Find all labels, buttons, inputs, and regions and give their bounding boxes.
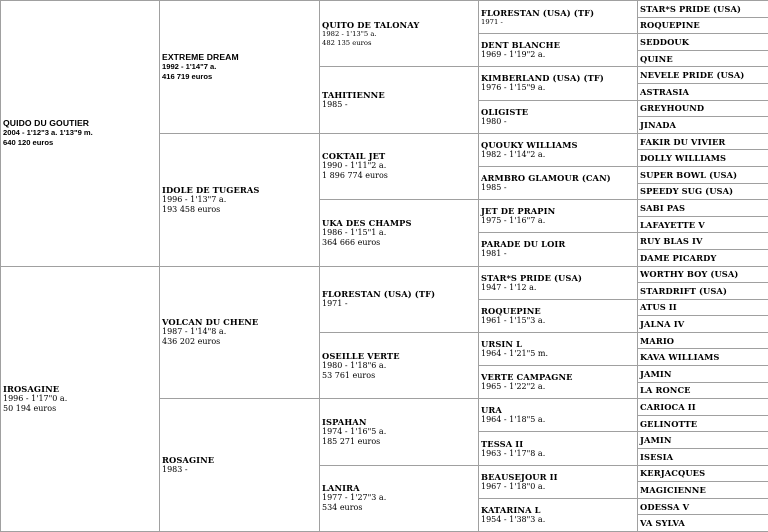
gen4-name[interactable]: STAR*S PRIDE (USA) xyxy=(481,272,583,283)
gen5-name[interactable]: ROQUEPINE xyxy=(640,20,700,31)
gen4-name[interactable]: PARADE DU LOIR xyxy=(481,239,566,250)
horse-info-line: 640 120 euros xyxy=(3,138,54,148)
gen4-info: 1981 - xyxy=(481,249,507,259)
gen5-cell[interactable] xyxy=(638,200,768,217)
gen5-cell[interactable] xyxy=(638,465,768,482)
gen5-cell[interactable] xyxy=(638,17,768,34)
gen5-cell[interactable] xyxy=(638,382,768,399)
gen4-cell xyxy=(479,399,638,432)
gen4-name[interactable]: BEAUSEJOUR II xyxy=(481,471,558,482)
gen3-cell xyxy=(320,67,479,133)
gen3-info: 364 666 euros xyxy=(322,237,381,247)
gen4-info: 1961 - 1'15"3 a. xyxy=(481,315,546,325)
gen4-cell xyxy=(479,233,638,266)
gen5-name[interactable]: DAME PICARDY xyxy=(640,252,717,263)
gen4-cell xyxy=(479,465,638,498)
gen4-info: 1954 - 1'38"3 a. xyxy=(481,514,546,524)
gen3-cell xyxy=(320,200,479,266)
gen3-name[interactable]: LANIRA xyxy=(322,483,360,494)
gen5-name[interactable]: RUY BLAS IV xyxy=(640,236,703,247)
gen2-cell xyxy=(160,266,320,399)
gen4-cell xyxy=(479,266,638,299)
gen4-cell xyxy=(479,1,638,34)
gen5-name[interactable]: SABI PAS xyxy=(640,202,686,213)
gen3-info: 1 896 774 euros xyxy=(322,171,388,181)
gen5-cell[interactable] xyxy=(638,399,768,416)
gen4-name[interactable]: VERTE CAMPAGNE xyxy=(481,372,573,383)
gen4-name[interactable]: TESSA II xyxy=(481,438,524,449)
gen4-name[interactable]: URSIN L xyxy=(481,338,523,349)
dam-name[interactable]: IROSAGINE xyxy=(3,383,60,394)
gen5-cell[interactable] xyxy=(638,150,768,167)
dam-info-line: 50 194 euros xyxy=(3,403,57,413)
gen5-name[interactable]: ATUS II xyxy=(640,302,677,313)
gen3-info: 534 euros xyxy=(322,503,363,513)
gen5-cell[interactable] xyxy=(638,366,768,383)
gen4-name[interactable]: ARMBRO GLAMOUR (CAN) xyxy=(481,173,611,184)
gen4-name[interactable]: OLIGISTE xyxy=(481,106,529,117)
gen4-name[interactable]: DENT BLANCHE xyxy=(481,40,560,51)
gen4-cell xyxy=(479,498,638,531)
gen5-cell[interactable] xyxy=(638,34,768,51)
gen4-info: 1965 - 1'22"2 a. xyxy=(481,382,546,392)
gen4-info: 1975 - 1'16"7 a. xyxy=(481,216,546,226)
gen5-cell[interactable] xyxy=(638,332,768,349)
gen4-info: 1947 - 1'12 a. xyxy=(481,282,537,292)
gen5-name[interactable]: KERJACQUES xyxy=(640,468,706,479)
gen4-name[interactable]: KIMBERLAND (USA) (TF) xyxy=(481,73,604,84)
gen5-cell[interactable] xyxy=(638,498,768,515)
gen2-info: 1983 - xyxy=(162,465,188,475)
gen5-cell[interactable] xyxy=(638,183,768,200)
gen3-info: 1980 - 1'18"6 a. xyxy=(322,360,387,370)
gen5-cell[interactable] xyxy=(638,299,768,316)
gen5-cell[interactable] xyxy=(638,50,768,67)
gen5-cell[interactable] xyxy=(638,432,768,449)
gen2-name[interactable]: IDOLE DE TUGERAS xyxy=(162,184,260,195)
gen3-name[interactable]: QUITO DE TALONAY xyxy=(322,20,420,31)
gen5-cell[interactable] xyxy=(638,1,768,18)
gen5-name[interactable]: NEVELE PRIDE (USA) xyxy=(640,70,745,81)
gen4-info: 1980 - xyxy=(481,116,507,126)
gen5-name[interactable]: STAR*S PRIDE (USA) xyxy=(640,3,742,14)
gen2-info: 1987 - 1'14"8 a. xyxy=(162,327,227,337)
gen4-cell xyxy=(479,166,638,199)
gen3-info: 1971 - xyxy=(322,299,348,309)
gen3-cell xyxy=(320,266,479,332)
gen5-cell[interactable] xyxy=(638,449,768,466)
gen5-name[interactable]: ODESSA V xyxy=(640,501,690,512)
gen4-cell xyxy=(479,200,638,233)
gen2-name[interactable]: EXTREME DREAM xyxy=(162,51,239,62)
gen4-name[interactable]: JET DE PRAPIN xyxy=(481,206,556,217)
gen5-cell[interactable] xyxy=(638,266,768,283)
gen5-name[interactable]: GREYHOUND xyxy=(640,103,705,114)
gen2-info: 416 719 euros xyxy=(162,71,213,81)
gen2-info: 1996 - 1'13"7 a. xyxy=(162,194,227,204)
gen4-cell xyxy=(479,133,638,166)
gen5-name[interactable]: FAKIR DU VIVIER xyxy=(640,136,726,147)
gen5-name[interactable]: CARIOCA II xyxy=(640,402,696,413)
gen3-cell xyxy=(320,1,479,67)
gen4-cell xyxy=(479,432,638,465)
gen2-info: 436 202 euros xyxy=(162,337,221,347)
gen4-name[interactable]: FLORESTAN (USA) (TF) xyxy=(481,7,595,18)
gen3-cell xyxy=(320,133,479,199)
gen4-info: 1967 - 1'18"0 a. xyxy=(481,481,546,491)
gen3-name[interactable]: COKTAIL JET xyxy=(322,151,386,162)
gen5-cell[interactable] xyxy=(638,100,768,117)
gen5-cell[interactable] xyxy=(638,216,768,233)
gen5-name[interactable]: VA SYLVA xyxy=(640,518,685,529)
gen4-info: 1982 - 1'14"2 a. xyxy=(481,149,546,159)
gen4-info: 1963 - 1'17"8 a. xyxy=(481,448,546,458)
gen3-name[interactable]: TAHITIENNE xyxy=(322,90,385,101)
gen3-info: 1977 - 1'27"3 a. xyxy=(322,493,387,503)
gen3-name[interactable]: UKA DES CHAMPS xyxy=(322,217,412,228)
gen4-cell xyxy=(479,100,638,133)
gen5-name[interactable]: LAFAYETTE V xyxy=(640,219,705,230)
gen5-cell[interactable] xyxy=(638,133,768,150)
gen3-info: 1985 - xyxy=(322,100,348,110)
gen5-name[interactable]: SEDDOUK xyxy=(640,36,690,47)
gen3-info: 1974 - 1'16"5 a. xyxy=(322,426,387,436)
gen5-cell[interactable] xyxy=(638,67,768,84)
gen4-name[interactable]: URA xyxy=(481,405,502,416)
gen5-cell[interactable] xyxy=(638,482,768,499)
gen2-cell xyxy=(160,399,320,532)
horse-name[interactable]: QUIDO DU GOUTIER xyxy=(3,118,90,129)
gen3-name[interactable]: FLORESTAN (USA) (TF) xyxy=(322,289,436,300)
gen5-cell[interactable] xyxy=(638,233,768,250)
gen5-cell[interactable] xyxy=(638,316,768,333)
gen3-info: 1982 - 1'13"5 a. xyxy=(322,30,377,39)
gen3-info: 185 271 euros xyxy=(322,436,381,446)
gen5-cell[interactable] xyxy=(638,117,768,134)
gen5-name[interactable]: STARDRIFT (USA) xyxy=(640,285,727,296)
gen4-info: 1971 - xyxy=(481,17,503,26)
gen4-name[interactable]: KATARINA L xyxy=(481,504,541,515)
gen4-info: 1964 - 1'18"5 a. xyxy=(481,415,546,425)
gen4-info: 1976 - 1'15"9 a. xyxy=(481,83,546,93)
gen5-name[interactable]: ISESIA xyxy=(640,451,674,462)
gen3-cell xyxy=(320,332,479,398)
gen3-info: 1986 - 1'15"1 a. xyxy=(322,227,387,237)
gen2-cell xyxy=(160,133,320,266)
dam-cell xyxy=(1,266,160,532)
gen5-cell[interactable] xyxy=(638,515,768,532)
gen2-cell xyxy=(160,1,320,134)
horse-info-line: 2004 - 1'12"3 a. 1'13"9 m. xyxy=(3,128,93,138)
gen5-name[interactable]: KAVA WILLIAMS xyxy=(640,352,720,363)
gen5-name[interactable]: MARIO xyxy=(640,335,675,346)
gen5-name[interactable]: DOLLY WILLIAMS xyxy=(640,153,727,164)
gen5-name[interactable]: ASTRASIA xyxy=(640,86,690,97)
horse-cell xyxy=(1,1,160,267)
gen2-name[interactable]: VOLCAN DU CHENE xyxy=(162,317,259,328)
gen5-cell[interactable] xyxy=(638,415,768,432)
gen4-info: 1969 - 1'19"2 a. xyxy=(481,50,546,60)
dam-info-line: 1996 - 1'17"0 a. xyxy=(3,393,68,403)
gen5-cell[interactable] xyxy=(638,283,768,300)
gen3-cell xyxy=(320,465,479,531)
gen4-name[interactable]: QUOUKY WILLIAMS xyxy=(481,139,578,150)
gen3-name[interactable]: ISPAHAN xyxy=(322,416,367,427)
gen5-name[interactable]: JAMIN xyxy=(640,435,672,446)
gen5-name[interactable]: GELINOTTE xyxy=(640,418,698,429)
gen3-info: 482 135 euros xyxy=(322,38,372,47)
gen2-name[interactable]: ROSAGINE xyxy=(162,455,215,466)
gen5-name[interactable]: LA RONCE xyxy=(640,385,691,396)
gen5-name[interactable]: JALNA IV xyxy=(640,319,685,330)
gen4-cell xyxy=(479,34,638,67)
gen5-cell[interactable] xyxy=(638,166,768,183)
gen5-name[interactable]: SUPER BOWL (USA) xyxy=(640,169,738,180)
gen5-name[interactable]: JAMIN xyxy=(640,368,672,379)
gen2-info: 193 458 euros xyxy=(162,204,221,214)
gen3-cell xyxy=(320,399,479,465)
gen4-cell xyxy=(479,67,638,100)
gen3-info: 53 761 euros xyxy=(322,370,376,380)
gen5-name[interactable]: SPEEDY SUG (USA) xyxy=(640,186,734,197)
gen4-info: 1985 - xyxy=(481,183,507,193)
gen3-info: 1990 - 1'11"2 a. xyxy=(322,161,387,171)
gen2-info: 1992 - 1'14"7 a. xyxy=(162,61,217,71)
gen5-cell[interactable] xyxy=(638,249,768,266)
gen5-name[interactable]: QUINE xyxy=(640,53,673,64)
gen5-name[interactable]: WORTHY BOY (USA) xyxy=(640,269,739,280)
gen3-name[interactable]: OSEILLE VERTE xyxy=(322,350,400,361)
gen5-cell[interactable] xyxy=(638,349,768,366)
gen4-name[interactable]: ROQUEPINE xyxy=(481,305,541,316)
gen4-cell xyxy=(479,332,638,365)
gen5-name[interactable]: MAGICIENNE xyxy=(640,485,706,496)
gen4-cell xyxy=(479,299,638,332)
gen5-name[interactable]: JINADA xyxy=(640,119,677,130)
gen4-info: 1964 - 1'21"5 m. xyxy=(481,348,549,358)
gen5-cell[interactable] xyxy=(638,83,768,100)
gen4-cell xyxy=(479,366,638,399)
